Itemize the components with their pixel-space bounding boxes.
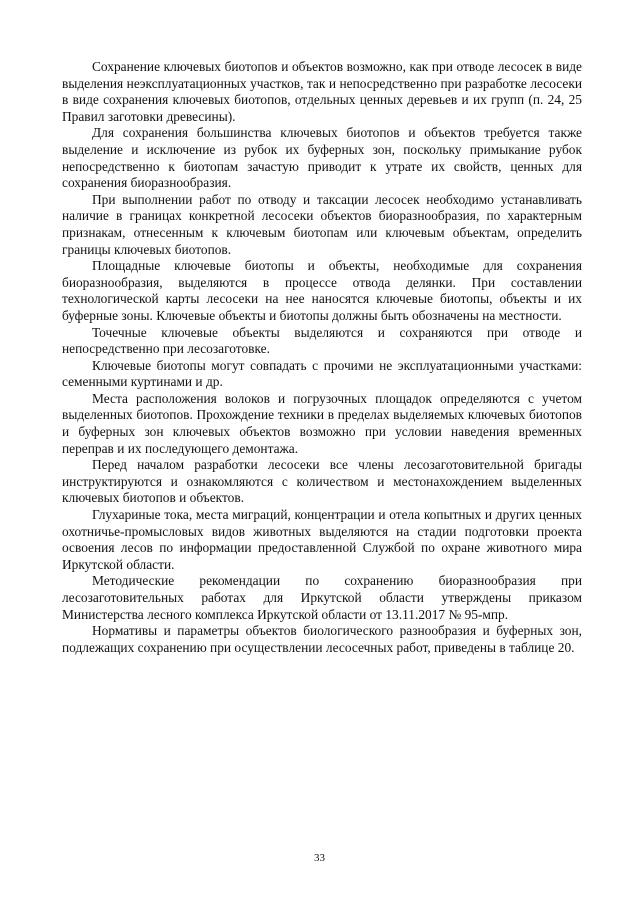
page-number: 33 (314, 852, 325, 864)
paragraph-methodical-recommendations: Методические рекомендации по сохранению биоразнообразия при лесозаготовительных работах для Иркутской области утверждены приказом Министерства лесного комплекса Иркутской области от 13.11.2017 № 95-мпр. (62, 573, 582, 622)
paragraph-point-objects: Точечные ключевые объекты выделяются и сохраняются при отводе и непосредственно при лесозаготовке. (62, 324, 582, 357)
paragraph-buffer-zones: Для сохранения большинства ключевых биотопов и объектов требуется также выделение и исключение из рубок их буферных зон, поскольку примыкание рубок непосредственно к биотопам зачастую приводит к утрате их свойств, ценных для сохранения биоразнообразия. (62, 125, 582, 191)
paragraph-key-biotopes-preservation: Сохранение ключевых биотопов и объектов возможно, как при отводе лесосек в виде выделения неэксплуатационных участков, так и непосредственно при разработке лесосеки в виде сохранения ключевых биотопов, отдельных ценных деревьев и их групп (п. 24, 25 Правил заготовки древесины). (62, 59, 582, 124)
paragraph-crew-briefing: Перед началом разработки лесосеки все члены лесозаготовительной бригады инструктируются и ознакомляются с количеством и местонахождением выделенных ключевых биотопов и объектов. (62, 457, 582, 506)
document-body (62, 59, 582, 656)
paragraph-area-biotopes: Площадные ключевые биотопы и объекты, необходимые для сохранения биоразнообразия, выделяются в процессе отвода делянки. При составлении технологической карты лесосеки на нее наносятся ключевые биотопы, объекты и их буферные зоны. Ключевые объекты и биотопы должны быть обозначены на местности. (62, 258, 582, 323)
paragraph-skid-trails: Места расположения волоков и погрузочных площадок определяются с учетом выделенных биотопов. Прохождение техники в пределах выделяемых ключевых биотопов и буферных зон ключевых объектов возможно при условии наведения временных переправ и их последующего демонтажа. (62, 390, 582, 456)
paragraph-wildlife-sites: Глухариные тока, места миграций, концентрации и отела копытных и других ценных охотничье-промысловых видов животных выделяются на стадии подготовки проекта освоения лесов по информации предоставленной Службой по охране животного мира Иркутской области. (62, 507, 582, 572)
paragraph-norms-reference: Нормативы и параметры объектов биологического разнообразия и буферных зон, подлежащих сохранению при осуществлении лесосечных работ, приведены в таблице 20. (62, 623, 582, 655)
paragraph-allotment-taxation: При выполнении работ по отводу и таксации лесосек необходимо устанавливать наличие в границах конкретной лесосеки объектов биоразнообразия, по характерным признакам, отнесенным к ключевым биотопам или ключевым объектам, определить границы ключевых биотопов. (62, 191, 582, 257)
paragraph-coinciding-areas: Ключевые биотопы могут совпадать с прочими не эксплуатационными участками: семенными куртинами и др. (62, 357, 582, 390)
